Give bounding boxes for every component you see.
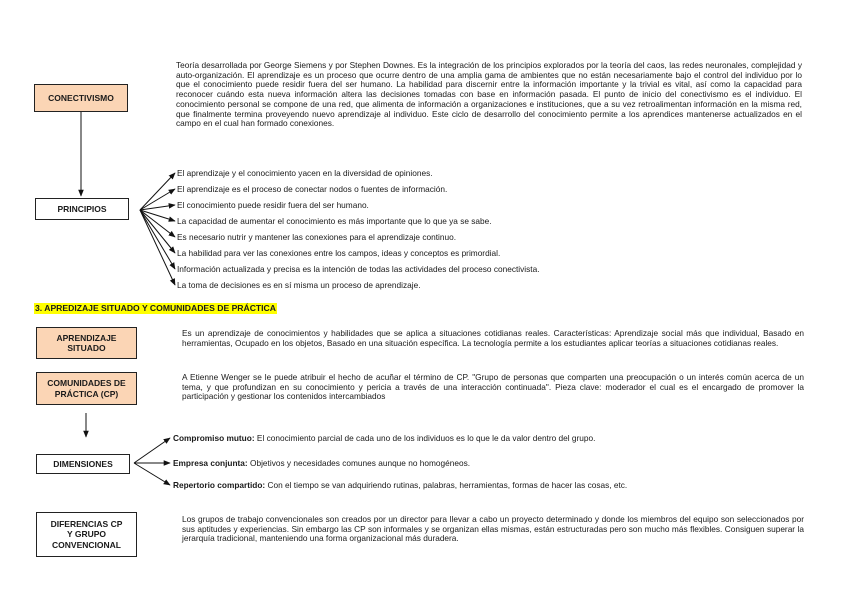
dimension-item	[173, 434, 595, 442]
dimensiones-box	[36, 454, 130, 474]
comunidades-box	[36, 372, 137, 405]
dimensiones-label: DIMENSIONES	[53, 458, 113, 469]
principios-box	[35, 198, 129, 220]
diferencias-label-line1: DIFERENCIAS CP	[50, 519, 123, 530]
principio-item: La toma de decisiones es en sí misma un proceso de aprendizaje.	[177, 280, 421, 290]
comunidades-label-line2: PRÁCTICA (CP)	[54, 388, 119, 399]
principio-item: Información actualizada y precisa es la intención de todas las actividades del proceso conectivista.	[177, 264, 540, 274]
dimension-item	[173, 481, 627, 489]
aprendizaje-situado-label-line1: APRENDIZAJE	[56, 332, 117, 343]
aprendizaje-situado-box	[36, 327, 137, 359]
diferencias-description: Los grupos de trabajo convencionales son creados por un director para llevar a cabo un proyecto determinado y donde los miembros del equipo son seleccionados por sus aptitudes y experiencias. Sin embargo las CP son informales y se organizan ellas mismas, están estructuradas pero son mucho más flexibles. Consiguen superar la jerarquía tradicional, manteniendo una forma organizacional más duradera.	[182, 514, 804, 544]
diferencias-box	[36, 512, 137, 557]
aprendizaje-situado-description: Es un aprendizaje de conocimientos y habilidades que se aplica a situaciones cotidianas reales. Características: Aprendizaje social más que individual, Basado en herramientas, Ocupado en los objetos, Basado en una situación específica. La tecnología permite a los estudiantes aplicar teorías a situaciones cotidianas reales.	[182, 328, 804, 348]
dimension-text: Objetivos y necesidades comunes aunque no homogéneos.	[250, 458, 471, 468]
conectivismo-description: Teoría desarrollada por George Siemens y por Stephen Downes. Es la integración de los principios explorados por la teoría del caos, las redes neuronales, complejidad y auto-organización. El aprendizaje es un proceso que ocurre dentro de una amplia gama de ambientes que no están necesariamente bajo el control del individuo por lo que el conocimiento puede residir fuera del ser humano. La habilidad para discernir entre la información importante y la trivial es vital, así como la capacidad para reconocer cuándo esta nueva información altera las decisiones tomadas con base en información pasada. El punto de inicio del conectivismo es el individuo. El conocimiento personal se compone de una red, que alimenta de información a organizaciones e instituciones, que a su vez retroalimentan información en la misma red, que finalmente termina proveyendo nuevo aprendizaje al individuo. Este ciclo de desarrollo del conocimiento permite a los aprendices mantenerse actualizados en el campo en el cual han formado conexiones.	[176, 60, 802, 129]
dimensiones-fan-arrows	[134, 438, 170, 485]
principio-item: La capacidad de aumentar el conocimiento es más importante que lo que ya se sabe.	[177, 216, 492, 226]
dimension-text: El conocimiento parcial de cada uno de los individuos es lo que le da valor dentro del grupo.	[256, 433, 596, 443]
principio-item: El aprendizaje es el proceso de conectar nodos o fuentes de información.	[177, 184, 448, 194]
conectivismo-label: CONECTIVISMO	[48, 92, 114, 103]
dimension-title: Repertorio compartido:	[173, 480, 266, 490]
conectivismo-box	[34, 84, 128, 112]
section-heading: 3. APREDIZAJE SITUADO Y COMUNIDADES DE PRÁCTICA	[35, 303, 276, 313]
principios-label: PRINCIPIOS	[57, 203, 107, 214]
principio-item: El conocimiento puede residir fuera del ser humano.	[177, 200, 369, 210]
principio-item: Es necesario nutrir y mantener las conexiones para el aprendizaje continuo.	[177, 232, 457, 242]
principio-item: El aprendizaje y el conocimiento yacen en la diversidad de opiniones.	[177, 168, 433, 178]
diferencias-label-line3: CONVENCIONAL	[52, 539, 121, 550]
comunidades-label-line1: COMUNIDADES DE	[47, 378, 126, 389]
comunidades-description: A Etienne Wenger se le puede atribuir el hecho de acuñar el término de CP. "Grupo de personas que comparten una preocupación o un interés común acerca de un tema, y que profundizan en su conocimiento y pericia a través de una interacción continuada". Pieza clave: moderador el cual es el encargado de promover la participación y gestionar los contenidos intercambiados	[182, 372, 804, 402]
dimension-item	[173, 459, 470, 467]
diferencias-label-line2: Y GRUPO	[66, 529, 107, 540]
dimension-text: Con el tiempo se van adquiriendo rutinas, palabras, herramientas, formas de hacer las cosas, etc.	[267, 480, 628, 490]
dimension-title: Empresa conjunta:	[173, 458, 248, 468]
aprendizaje-situado-label-line2: SITUADO	[67, 343, 106, 353]
principio-item: La habilidad para ver las conexiones entre los campos, ideas y conceptos es primordial.	[177, 248, 501, 258]
dimension-title: Compromiso mutuo:	[173, 433, 255, 443]
principios-fan-arrows	[140, 173, 175, 285]
